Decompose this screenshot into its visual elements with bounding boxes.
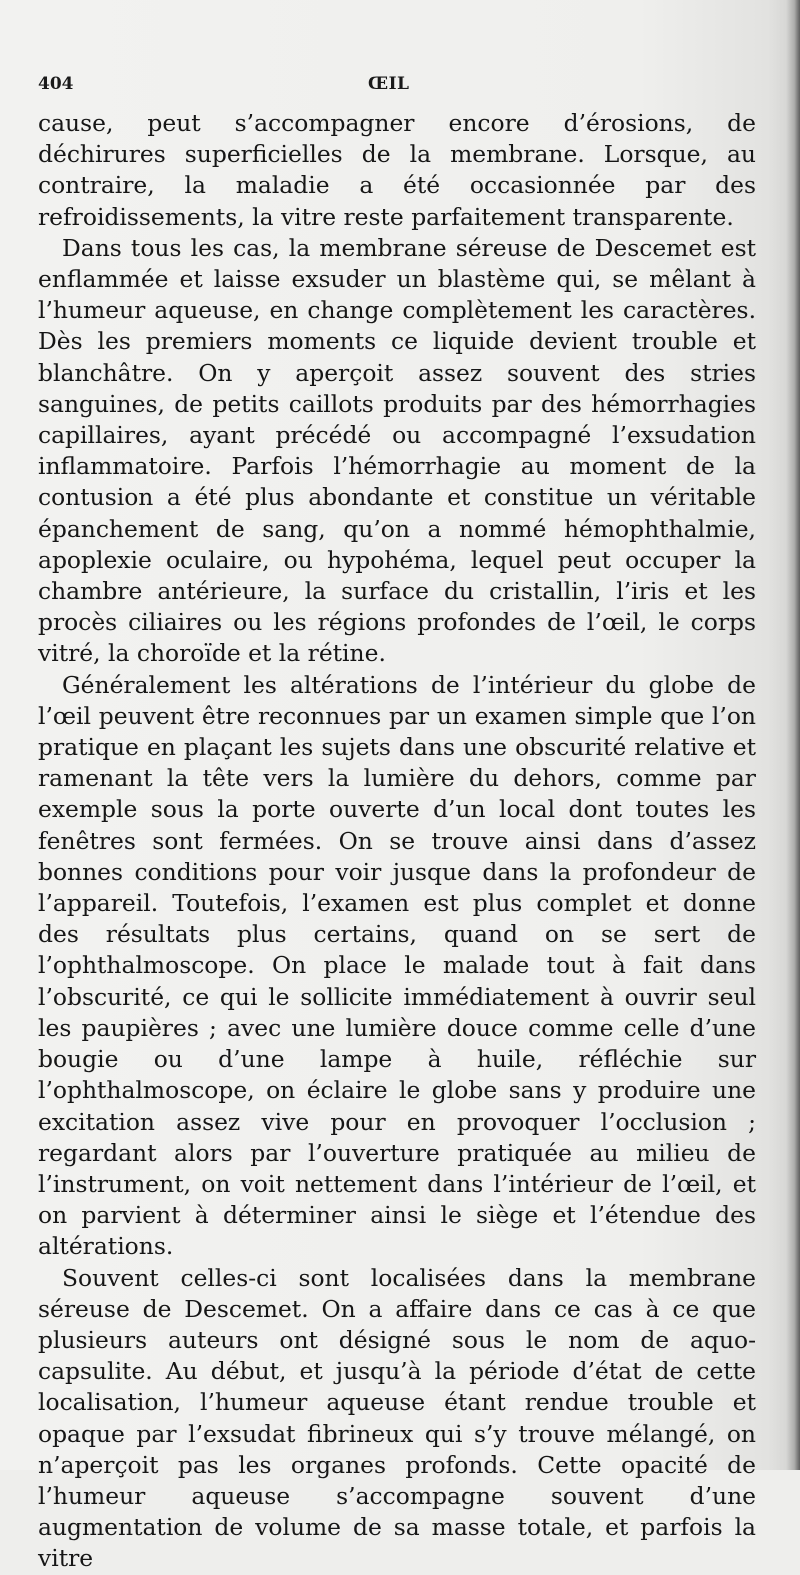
paragraph-continued: cause, peut s’accompagner encore d’érosions, de déchirures superficielles de la membrane. Lorsque, au contraire, la maladie a été occasionnée par des refroidissements, la vitre reste parfaitement transparente. [38, 109, 756, 231]
paragraph: Souvent celles-ci sont localisées dans la membrane séreuse de Descemet. On a affaire dans ce cas à ce que plusieurs auteurs ont désigné sous le nom de aquo-capsulite. Au début, et jusqu’à la période d’état de cette localisation, l’humeur aqueuse étant rendue trouble et opaque par l’exsudat fibrineux qui s’y trouve mélangé, on n’aperçoit pas les organes profonds. Cette opacité de l’humeur aqueuse s’accompagne souvent d’une augmentation de volume de sa masse totale, et parfois la vitre [38, 1263, 756, 1573]
paragraph: Dans tous les cas, la membrane séreuse de Descemet est enflammée et laisse exsuder un blastème qui, se mêlant à l’humeur aqueuse, en change complètement les caractères. Dès les premiers moments ce liquide devient trouble et blanchâtre. On y aperçoit assez souvent des stries sanguines, de petits caillots produits par des hémorrhagies capillaires, ayant précédé ou accompagné l’exsudation inflammatoire. Parfois l’hémorrhagie au moment de la contusion a été plus abondante et constitue un véritable épanchement de sang, qu’on a nommé hémophthalmie, apoplexie oculaire, ou hypohéma, lequel peut occuper la chambre antérieure, la surface du cristallin, l’iris et les procès ciliaires ou les régions profondes de l’œil, le corps vitré, la choroïde et la rétine. [38, 233, 756, 668]
running-head [38, 70, 758, 100]
page-edge-shadow [786, 0, 800, 1470]
running-title: ŒIL [368, 74, 410, 94]
page-number: 404 [38, 74, 74, 94]
body-text [38, 108, 756, 1575]
paragraph: Généralement les altérations de l’intérieur du globe de l’œil peuvent être reconnues par un examen simple que l’on pratique en plaçant les sujets dans une obscurité relative et ramenant la tête vers la lumière du dehors, comme par exemple sous la porte ouverte d’un local dont toutes les fenêtres sont fermées. On se trouve ainsi dans d’assez bonnes conditions pour voir jusque dans la profondeur de l’appareil. Toutefois, l’examen est plus complet et donne des résultats plus certains, quand on se sert de l’ophthalmoscope. On place le malade tout à fait dans l’obscurité, ce qui le sollicite immédiatement à ouvrir seul les paupières ; avec une lumière douce comme celle d’une bougie ou d’une lampe à huile, réfléchie sur l’ophthalmoscope, on éclaire le globe sans y produire une excitation assez vive pour en provoquer l’occlusion ; regardant alors par l’ouverture pratiquée au milieu de l’instrument, on voit nettement dans l’intérieur de l’œil, et on parvient à déterminer ainsi le siège et l’étendue des altérations. [38, 670, 756, 1261]
